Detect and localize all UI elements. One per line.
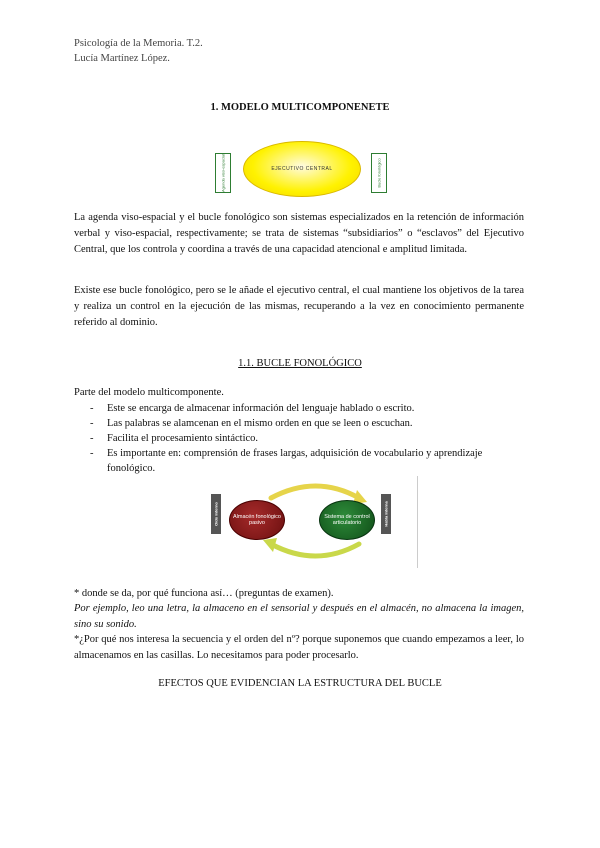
list-item xyxy=(90,431,520,446)
articulatory-control-label: Sistema de control articulatorio xyxy=(324,513,370,526)
central-executive-label: EJECUTIVO CENTRAL xyxy=(271,166,333,172)
central-executive-oval xyxy=(243,141,361,197)
paragraph-subsystems: La agenda viso-espacial y el bucle fonológico son sistemas especializados en la retención de información verbal y viso-espacial, respectivamente; se trata de sistemas “subsidiarios” o “esclavos” del Ejecutivo Central, que los controla y coordina a través de una capacidad atencional e amplitud limitada. xyxy=(74,212,524,255)
visuospatial-label: Agenda viso-espacial xyxy=(220,153,226,193)
list-item-text: Este se encarga de almacenar información del lenguaje hablado o escrito. xyxy=(107,403,415,414)
divider-line xyxy=(417,476,418,568)
paragraph-executive: Existe ese bucle fonológico, pero se le añade el ejecutivo central, el cual mantiene los objetivos de la tarea y realiza un control en la ejecución de las mismas, recuperando a la vez en conocimiento permanente referido al dominio. xyxy=(74,285,524,328)
note-exam: * donde se da, por qué funciona así… (preguntas de examen). xyxy=(74,588,334,599)
list-item-text: Es importante en: comprensión de frases largas, adquisición de vocabulario y aprendizaje fonológico. xyxy=(107,448,483,474)
header-author: Lucía Martínez López. xyxy=(74,53,170,64)
bullet-dash: - xyxy=(90,403,94,414)
bullet-dash: - xyxy=(90,433,94,444)
intro-text: Parte del modelo multicomponente. xyxy=(74,387,224,398)
bullet-dash: - xyxy=(90,448,94,459)
list-item xyxy=(90,416,520,431)
phonological-store-circle xyxy=(229,500,285,540)
phonological-box xyxy=(371,153,387,193)
bottom-arrow xyxy=(271,544,359,556)
top-arrow xyxy=(271,486,359,498)
header-subject: Psicología de la Memoria. T.2. xyxy=(74,38,203,49)
bullet-dash: - xyxy=(90,418,94,429)
inner-speech-label: Habla interna xyxy=(383,501,389,527)
list-item-text: Facilita el procesamiento sintáctico. xyxy=(107,433,259,444)
subsection-title-bucle: 1.1. BUCLE FONOLÓGICO xyxy=(238,358,362,369)
phonological-loop-diagram xyxy=(211,476,419,568)
bottom-arrowhead xyxy=(263,538,277,552)
note-sequence: *¿Por qué nos interesa la secuencia y el orden del nº? porque suponemos que cuando empezamos a leer, lo almacenamos en las casillas. Lo necesitamos para poder procesarlo. xyxy=(74,634,524,661)
visuospatial-box xyxy=(215,153,231,193)
articulatory-control-circle xyxy=(319,500,375,540)
section-title-modelo: 1. MODELO MULTICOMPONENETE xyxy=(210,102,390,113)
list-item xyxy=(90,401,520,416)
inner-speech-bar xyxy=(381,494,391,534)
phonological-label: Bucle fonológico xyxy=(376,158,382,188)
list-item xyxy=(90,446,520,476)
phonological-store-label: Almacén fonológico pasivo xyxy=(232,513,281,526)
list-item-text: Las palabras se alamcenan en el mismo orden en que se leen o escuchan. xyxy=(107,418,413,429)
inner-ear-label: Oído interno xyxy=(213,502,219,526)
section-title-efectos: EFECTOS QUE EVIDENCIAN LA ESTRUCTURA DEL BUCLE xyxy=(158,678,442,689)
note-example: Por ejemplo, leo una letra, la almaceno en el sensorial y después en el almacén, no almacena la imagen, sino su sonido. xyxy=(74,603,524,630)
multicomponent-diagram xyxy=(215,141,387,195)
inner-ear-bar xyxy=(211,494,221,534)
